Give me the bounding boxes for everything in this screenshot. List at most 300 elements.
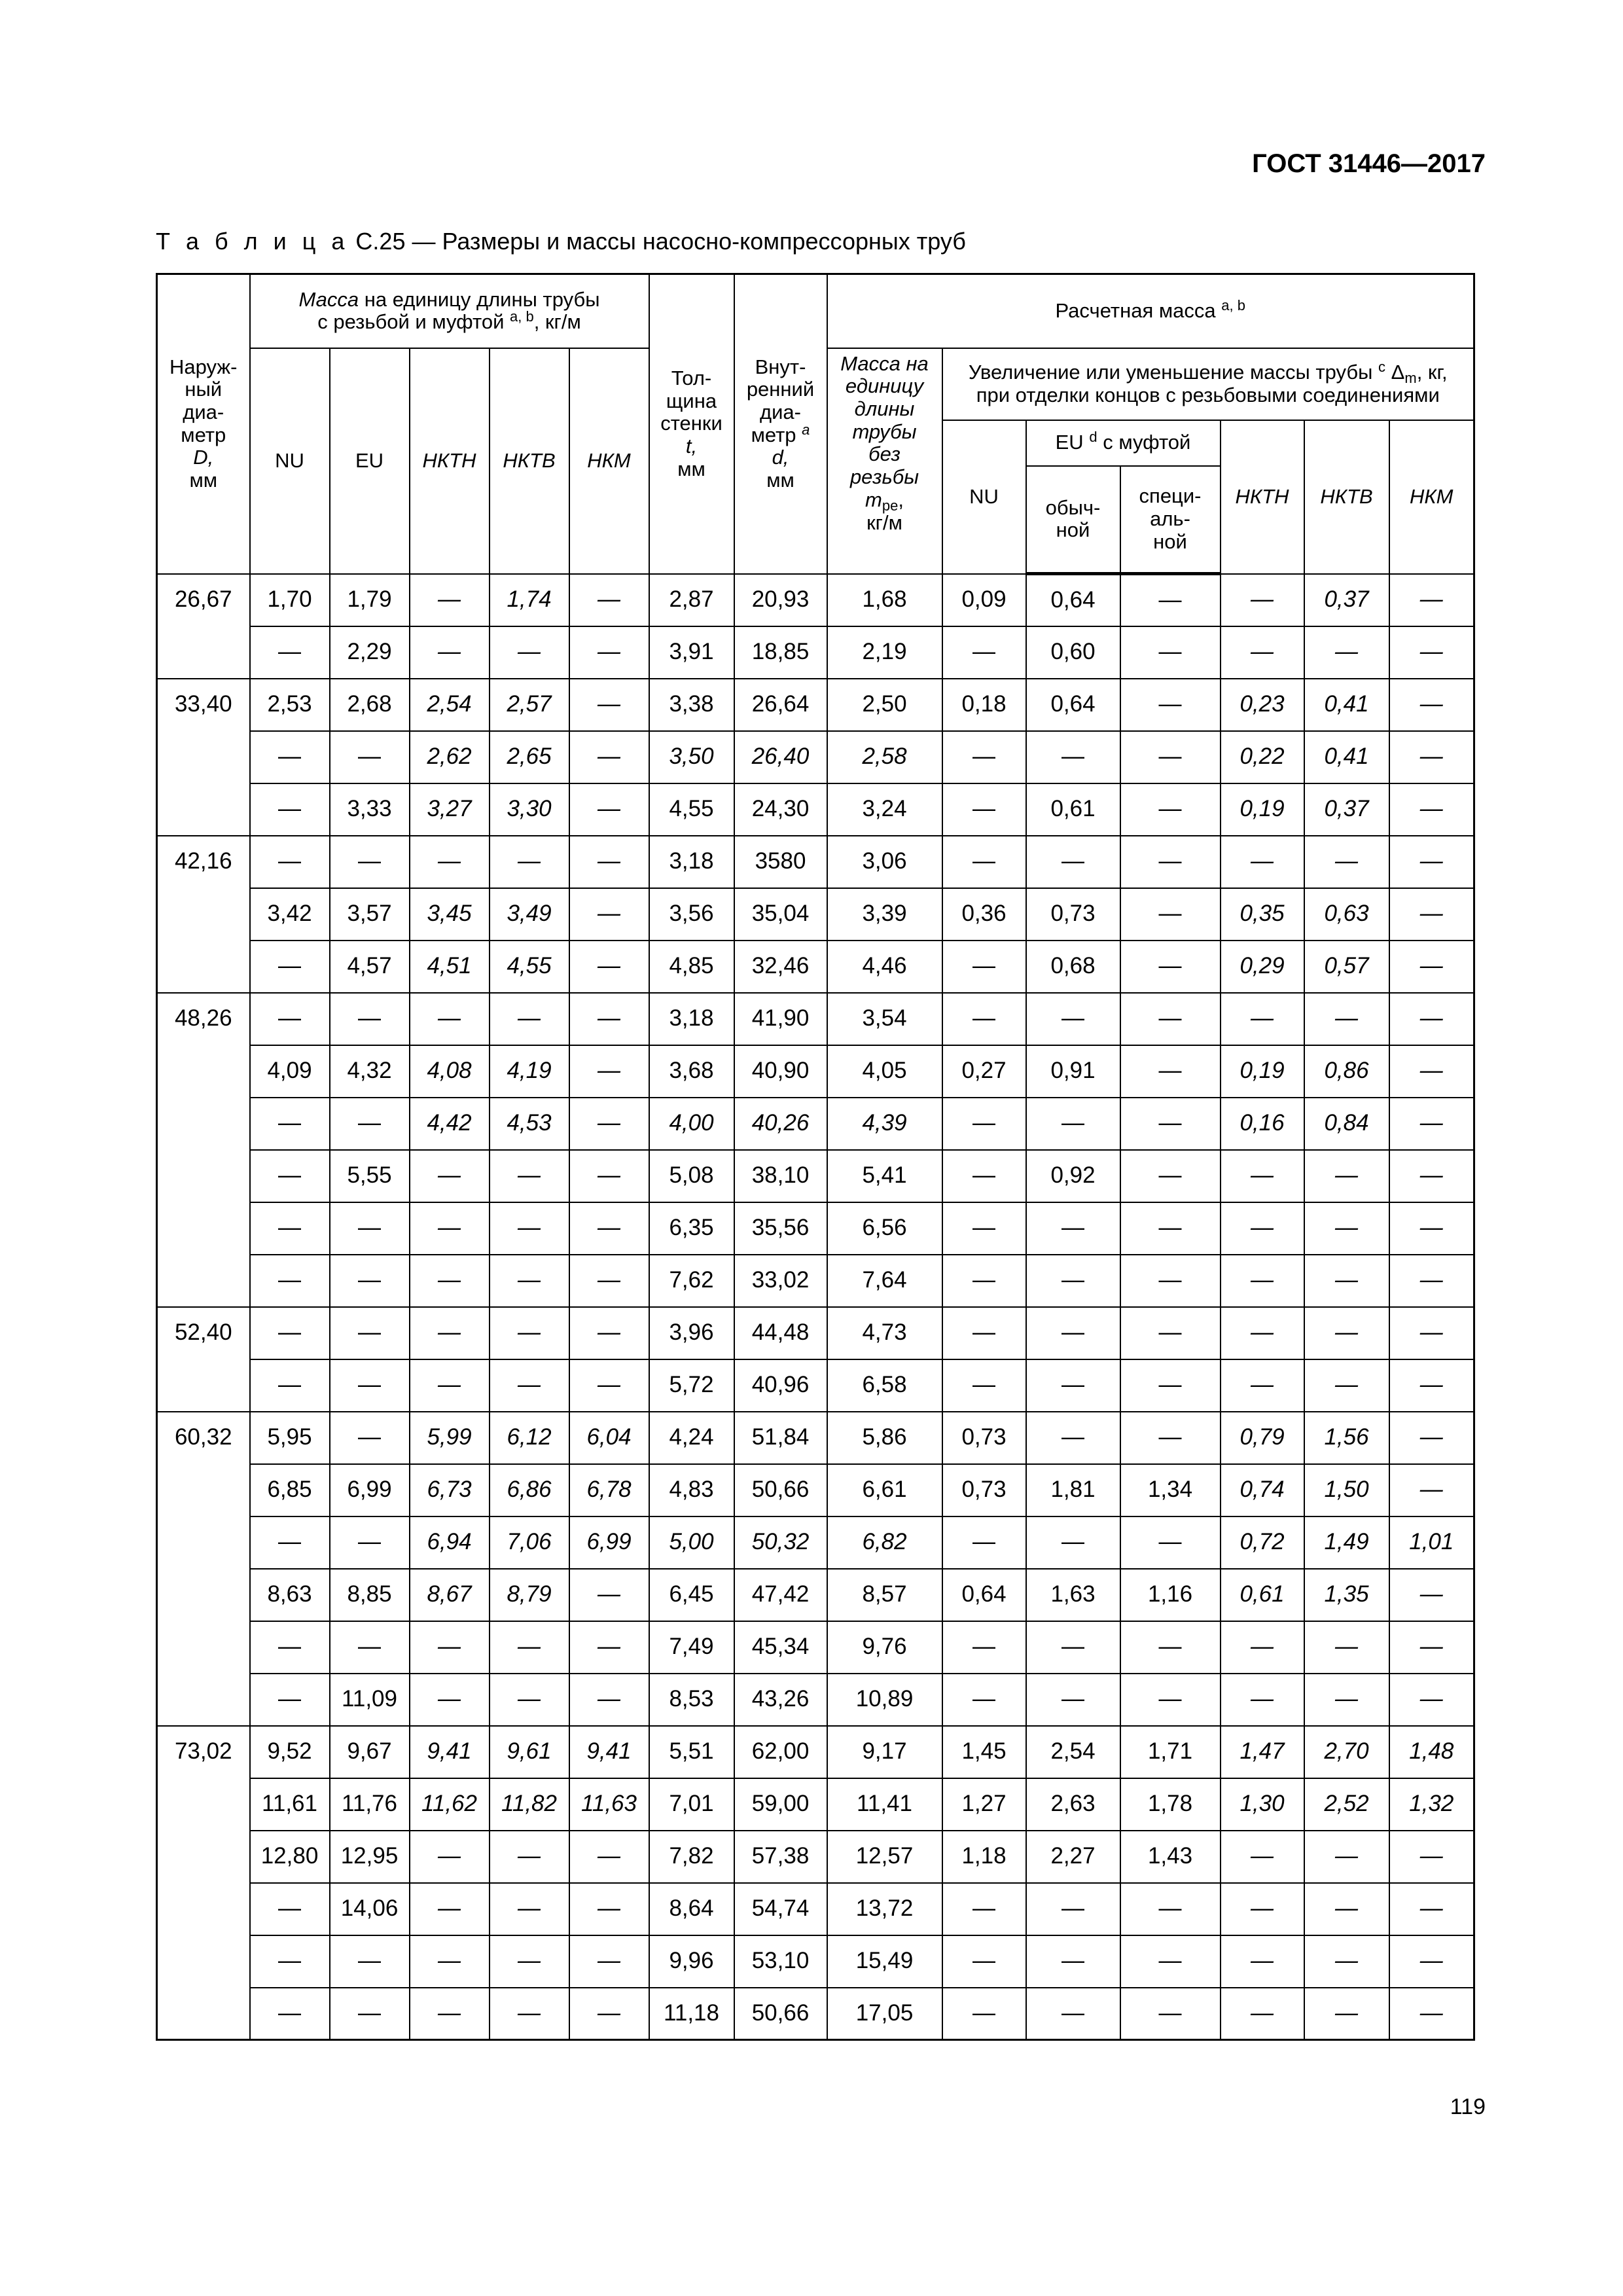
table-cell: — bbox=[1120, 993, 1221, 1045]
table-cell: 6,35 bbox=[649, 1202, 734, 1255]
table-cell: — bbox=[250, 1150, 330, 1202]
table-cell: 7,82 bbox=[649, 1831, 734, 1883]
table-cell: — bbox=[1389, 1202, 1474, 1255]
table-cell: 0,64 bbox=[942, 1569, 1026, 1621]
table-cell: 47,42 bbox=[734, 1569, 827, 1621]
table-cell: — bbox=[1026, 1674, 1120, 1726]
table-cell: — bbox=[942, 1516, 1026, 1569]
table-cell: 1,79 bbox=[330, 574, 410, 626]
table-cell: 0,41 bbox=[1304, 679, 1389, 731]
table-cell: — bbox=[1120, 1045, 1221, 1098]
table-cell: — bbox=[330, 836, 410, 888]
table-cell: — bbox=[1389, 1045, 1474, 1098]
table-cell: — bbox=[330, 1098, 410, 1150]
table-cell: — bbox=[1389, 1307, 1474, 1359]
table-cell: — bbox=[569, 1883, 649, 1935]
table-cell: 15,49 bbox=[827, 1935, 942, 1988]
header-eu-special bbox=[1120, 466, 1221, 574]
table-cell: 7,64 bbox=[827, 1255, 942, 1307]
table-cell: — bbox=[250, 1621, 330, 1674]
table-cell: — bbox=[1389, 1359, 1474, 1412]
table-cell: — bbox=[490, 1935, 569, 1988]
table-cell: 0,37 bbox=[1304, 574, 1389, 626]
table-cell: — bbox=[569, 941, 649, 993]
table-cell: — bbox=[569, 1569, 649, 1621]
table-cell: 11,18 bbox=[649, 1988, 734, 2040]
table-cell: 4,46 bbox=[827, 941, 942, 993]
table-cell: — bbox=[1389, 1935, 1474, 1988]
table-cell: — bbox=[410, 1150, 490, 1202]
table-cell: — bbox=[1304, 1883, 1389, 1935]
table-cell: — bbox=[1120, 1621, 1221, 1674]
table-cell: — bbox=[1304, 1202, 1389, 1255]
table-cell: 1,35 bbox=[1304, 1569, 1389, 1621]
table-cell: — bbox=[490, 626, 569, 679]
table-cell: — bbox=[410, 1935, 490, 1988]
table-cell: 1,18 bbox=[942, 1831, 1026, 1883]
table-cell: — bbox=[1120, 1988, 1221, 2040]
table-cell: 1,78 bbox=[1120, 1778, 1221, 1831]
table-cell: 11,76 bbox=[330, 1778, 410, 1831]
table-cell: 1,81 bbox=[1026, 1464, 1120, 1516]
table-cell: 50,66 bbox=[734, 1988, 827, 2040]
table-cell: 1,50 bbox=[1304, 1464, 1389, 1516]
table-cell: — bbox=[410, 1202, 490, 1255]
table-cell: 53,10 bbox=[734, 1935, 827, 1988]
table-cell: 9,67 bbox=[330, 1726, 410, 1778]
outer-diameter-cell: 48,26 bbox=[157, 993, 250, 1307]
table-cell: 1,63 bbox=[1026, 1569, 1120, 1621]
table-cell: — bbox=[330, 1935, 410, 1988]
table-cell: 3,54 bbox=[827, 993, 942, 1045]
wall-line1: Тол- bbox=[671, 366, 712, 389]
table-cell: — bbox=[1120, 1098, 1221, 1150]
table-row bbox=[157, 1831, 1474, 1883]
table-cell: — bbox=[569, 836, 649, 888]
table-cell: 8,67 bbox=[410, 1569, 490, 1621]
table-cell: — bbox=[330, 1255, 410, 1307]
table-cell: 1,27 bbox=[942, 1778, 1026, 1831]
table-cell: — bbox=[569, 1674, 649, 1726]
table-row bbox=[157, 1726, 1474, 1778]
header-calc-nkm: НКМ bbox=[1389, 420, 1474, 574]
table-cell: 0,61 bbox=[1221, 1569, 1304, 1621]
table-cell: — bbox=[942, 941, 1026, 993]
table-cell: 5,00 bbox=[649, 1516, 734, 1569]
table-cell: 4,57 bbox=[330, 941, 410, 993]
outer-diameter-line4: метр bbox=[181, 423, 226, 446]
table-cell: 11,82 bbox=[490, 1778, 569, 1831]
table-row bbox=[157, 1150, 1474, 1202]
header-nu: NU bbox=[250, 348, 330, 574]
table-cell: — bbox=[250, 1674, 330, 1726]
table-cell: — bbox=[330, 1202, 410, 1255]
table-cell: 5,41 bbox=[827, 1150, 942, 1202]
table-row bbox=[157, 783, 1474, 836]
table-cell: 62,00 bbox=[734, 1726, 827, 1778]
caption-title: Размеры и массы насосно-компрессорных труб bbox=[442, 228, 966, 255]
inner-unit: мм bbox=[766, 469, 794, 492]
table-cell: — bbox=[330, 1621, 410, 1674]
table-cell: 3,06 bbox=[827, 836, 942, 888]
table-cell: 1,16 bbox=[1120, 1569, 1221, 1621]
plain-mass-comma: , bbox=[898, 488, 904, 511]
header-nktn: НКТН bbox=[410, 348, 490, 574]
table-cell: — bbox=[942, 626, 1026, 679]
table-cell: 4,73 bbox=[827, 1307, 942, 1359]
change-line2: при отделки концов с резьбовыми соединениями bbox=[976, 383, 1440, 406]
table-cell: 7,62 bbox=[649, 1255, 734, 1307]
table-cell: — bbox=[250, 1988, 330, 2040]
table-cell: — bbox=[490, 1988, 569, 2040]
table-cell: — bbox=[1221, 574, 1304, 626]
table-row bbox=[157, 1569, 1474, 1621]
table-cell: — bbox=[1389, 1569, 1474, 1621]
outer-diameter-cell: 73,02 bbox=[157, 1726, 250, 2040]
table-cell: — bbox=[1389, 1150, 1474, 1202]
table-cell: 35,56 bbox=[734, 1202, 827, 1255]
table-cell: — bbox=[490, 1255, 569, 1307]
table-cell: — bbox=[1389, 993, 1474, 1045]
table-cell: 3,30 bbox=[490, 783, 569, 836]
table-cell: — bbox=[1389, 1674, 1474, 1726]
table-cell: — bbox=[330, 1307, 410, 1359]
table-cell: 9,41 bbox=[410, 1726, 490, 1778]
table-cell: 4,42 bbox=[410, 1098, 490, 1150]
special-line2: аль- bbox=[1150, 507, 1190, 530]
plain-mass-line6: резьбы bbox=[849, 465, 919, 489]
change-sup: c bbox=[1378, 358, 1386, 375]
table-cell: 5,08 bbox=[649, 1150, 734, 1202]
table-cell: — bbox=[1026, 1255, 1120, 1307]
table-cell: — bbox=[1026, 1307, 1120, 1359]
table-cell: 12,95 bbox=[330, 1831, 410, 1883]
table-cell: 3,27 bbox=[410, 783, 490, 836]
table-cell: — bbox=[942, 1255, 1026, 1307]
table-row bbox=[157, 941, 1474, 993]
table-cell: — bbox=[1120, 1150, 1221, 1202]
table-cell: — bbox=[490, 1621, 569, 1674]
inner-sup: a bbox=[802, 421, 810, 438]
table-cell: — bbox=[1221, 1359, 1304, 1412]
table-cell: — bbox=[410, 1621, 490, 1674]
table-cell: 1,34 bbox=[1120, 1464, 1221, 1516]
table-cell: 40,96 bbox=[734, 1359, 827, 1412]
table-cell: 4,55 bbox=[649, 783, 734, 836]
table-cell: — bbox=[330, 993, 410, 1045]
regular-line1: обыч- bbox=[1045, 495, 1101, 519]
table-cell: — bbox=[410, 836, 490, 888]
plain-mass-line1: Масса на bbox=[840, 351, 929, 375]
table-cell: — bbox=[1120, 1883, 1221, 1935]
table-cell: — bbox=[1120, 1935, 1221, 1988]
table-cell: — bbox=[1026, 1202, 1120, 1255]
table-cell: — bbox=[1120, 1516, 1221, 1569]
table-cell: 0,16 bbox=[1221, 1098, 1304, 1150]
table-cell: — bbox=[1389, 1412, 1474, 1464]
outer-diameter-cell: 33,40 bbox=[157, 679, 250, 836]
table-cell: 2,19 bbox=[827, 626, 942, 679]
header-eu-coupling bbox=[1026, 420, 1221, 466]
table-cell: 6,85 bbox=[250, 1464, 330, 1516]
table-cell: 0,09 bbox=[942, 574, 1026, 626]
table-cell: 0,35 bbox=[1221, 888, 1304, 941]
caption-dash: — bbox=[412, 228, 436, 255]
table-cell: — bbox=[1304, 1255, 1389, 1307]
table-cell: 3,33 bbox=[330, 783, 410, 836]
table-cell: 3,91 bbox=[649, 626, 734, 679]
table-cell: 26,64 bbox=[734, 679, 827, 731]
table-cell: — bbox=[1221, 993, 1304, 1045]
eu-coupling-rest: с муфтой bbox=[1103, 431, 1191, 454]
table-cell: 0,64 bbox=[1026, 679, 1120, 731]
table-row bbox=[157, 1883, 1474, 1935]
table-cell: 4,32 bbox=[330, 1045, 410, 1098]
table-cell: 45,34 bbox=[734, 1621, 827, 1674]
table-row bbox=[157, 1412, 1474, 1464]
inner-line2: ренний bbox=[746, 378, 815, 401]
table-cell: 5,51 bbox=[649, 1726, 734, 1778]
table-cell: — bbox=[1389, 1831, 1474, 1883]
plain-mass-unit: кг/м bbox=[866, 511, 902, 534]
wall-line2: щина bbox=[666, 389, 717, 412]
table-cell: 2,27 bbox=[1026, 1831, 1120, 1883]
table-row bbox=[157, 1255, 1474, 1307]
table-cell: — bbox=[1120, 1202, 1221, 1255]
table-cell: — bbox=[569, 1831, 649, 1883]
table-cell: — bbox=[569, 1150, 649, 1202]
table-cell: 17,05 bbox=[827, 1988, 942, 2040]
table-cell: 0,68 bbox=[1026, 941, 1120, 993]
table-cell: 2,50 bbox=[827, 679, 942, 731]
table-cell: 0,73 bbox=[942, 1464, 1026, 1516]
table-cell: 2,57 bbox=[490, 679, 569, 731]
table-cell: — bbox=[1120, 941, 1221, 993]
table-cell: 1,45 bbox=[942, 1726, 1026, 1778]
table-cell: 3,39 bbox=[827, 888, 942, 941]
table-row bbox=[157, 1778, 1474, 1831]
table-cell: — bbox=[410, 1831, 490, 1883]
table-cell: 0,72 bbox=[1221, 1516, 1304, 1569]
table-cell: — bbox=[1120, 1674, 1221, 1726]
table-cell: 0,91 bbox=[1026, 1045, 1120, 1098]
change-sub: m bbox=[1404, 369, 1417, 386]
table-cell: — bbox=[1389, 731, 1474, 783]
table-cell: — bbox=[942, 1988, 1026, 2040]
table-row bbox=[157, 993, 1474, 1045]
table-cell: — bbox=[1026, 1883, 1120, 1935]
table-cell: 5,95 bbox=[250, 1412, 330, 1464]
table-row bbox=[157, 1621, 1474, 1674]
table-cell: — bbox=[330, 1412, 410, 1464]
table-cell: 0,73 bbox=[1026, 888, 1120, 941]
table-cell: — bbox=[1221, 1831, 1304, 1883]
table-cell: 4,09 bbox=[250, 1045, 330, 1098]
table-cell: — bbox=[942, 1202, 1026, 1255]
table-cell: — bbox=[1389, 574, 1474, 626]
table-cell: — bbox=[569, 574, 649, 626]
table-cell: 41,90 bbox=[734, 993, 827, 1045]
table-row bbox=[157, 1935, 1474, 1988]
table-cell: 3,49 bbox=[490, 888, 569, 941]
table-cell: — bbox=[250, 1935, 330, 1988]
table-row bbox=[157, 1988, 1474, 2040]
table-cell: 1,01 bbox=[1389, 1516, 1474, 1569]
header-plain-mass bbox=[827, 348, 942, 574]
caption-number: С.25 bbox=[355, 228, 406, 255]
table-cell: 14,06 bbox=[330, 1883, 410, 1935]
table-caption bbox=[156, 228, 966, 255]
table-cell: — bbox=[490, 1202, 569, 1255]
table-cell: 3,42 bbox=[250, 888, 330, 941]
table-cell: 6,58 bbox=[827, 1359, 942, 1412]
table-cell: — bbox=[1221, 1621, 1304, 1674]
table-cell: 3,68 bbox=[649, 1045, 734, 1098]
table-cell: 3,57 bbox=[330, 888, 410, 941]
eu-coupling-eu: EU bbox=[1055, 431, 1084, 454]
header-outer-diameter bbox=[157, 274, 250, 574]
table-cell: — bbox=[250, 836, 330, 888]
table-cell: — bbox=[942, 836, 1026, 888]
table-cell: 2,52 bbox=[1304, 1778, 1389, 1831]
table-cell: 0,36 bbox=[942, 888, 1026, 941]
caption-label: Т а б л и ц а bbox=[156, 228, 349, 255]
outer-diameter-line1: Наруж- bbox=[169, 355, 238, 378]
table-cell: 4,55 bbox=[490, 941, 569, 993]
table-cell: 0,74 bbox=[1221, 1464, 1304, 1516]
mass-group-part2: на единицу длины трубы bbox=[364, 287, 600, 311]
header-mass-change-group bbox=[942, 348, 1474, 420]
table-cell: 4,00 bbox=[649, 1098, 734, 1150]
table-cell: 6,94 bbox=[410, 1516, 490, 1569]
table-cell: 6,45 bbox=[649, 1569, 734, 1621]
table-cell: 9,96 bbox=[649, 1935, 734, 1988]
table-cell: 0,86 bbox=[1304, 1045, 1389, 1098]
page-number: 119 bbox=[1450, 2094, 1486, 2119]
table-cell: 2,29 bbox=[330, 626, 410, 679]
table-cell: 8,79 bbox=[490, 1569, 569, 1621]
table-cell: — bbox=[410, 626, 490, 679]
header-mass-group bbox=[250, 274, 649, 348]
table-cell: 7,06 bbox=[490, 1516, 569, 1569]
table-cell: — bbox=[1304, 626, 1389, 679]
table-row bbox=[157, 731, 1474, 783]
table-cell: — bbox=[569, 1359, 649, 1412]
table-cell: 0,37 bbox=[1304, 783, 1389, 836]
table-cell: 50,66 bbox=[734, 1464, 827, 1516]
table-cell: — bbox=[1304, 1831, 1389, 1883]
table-cell: — bbox=[490, 1674, 569, 1726]
outer-diameter-cell: 26,67 bbox=[157, 574, 250, 679]
mass-group-line2: с резьбой и муфтой bbox=[317, 310, 505, 334]
table-cell: — bbox=[1221, 1674, 1304, 1726]
table-cell: 2,63 bbox=[1026, 1778, 1120, 1831]
table-cell: — bbox=[490, 1307, 569, 1359]
header-calc-nu: NU bbox=[942, 420, 1026, 574]
table-cell: 3,56 bbox=[649, 888, 734, 941]
table-cell: — bbox=[1221, 1202, 1304, 1255]
table-cell: 9,76 bbox=[827, 1621, 942, 1674]
table-cell: — bbox=[1120, 888, 1221, 941]
change-unit: , кг, bbox=[1416, 360, 1448, 384]
table-cell: — bbox=[410, 1674, 490, 1726]
table-cell: — bbox=[1304, 1150, 1389, 1202]
table-cell: 1,74 bbox=[490, 574, 569, 626]
plain-mass-line5: без bbox=[868, 442, 901, 466]
table-cell: — bbox=[250, 626, 330, 679]
header-wall-thickness bbox=[649, 274, 734, 574]
table-cell: 6,04 bbox=[569, 1412, 649, 1464]
table-cell: 2,58 bbox=[827, 731, 942, 783]
table-cell: — bbox=[1026, 1098, 1120, 1150]
outer-diameter-unit: мм bbox=[189, 469, 218, 492]
table-cell: 43,26 bbox=[734, 1674, 827, 1726]
table-cell: 0,63 bbox=[1304, 888, 1389, 941]
table-cell: 0,57 bbox=[1304, 941, 1389, 993]
table-cell: — bbox=[410, 993, 490, 1045]
table-cell: — bbox=[1304, 1359, 1389, 1412]
table-cell: — bbox=[1026, 1621, 1120, 1674]
table-cell: — bbox=[250, 1202, 330, 1255]
table-cell: — bbox=[410, 1359, 490, 1412]
table-cell: 4,39 bbox=[827, 1098, 942, 1150]
table-cell: — bbox=[1026, 1516, 1120, 1569]
table-cell: 0,73 bbox=[942, 1412, 1026, 1464]
plain-mass-line2: единицу bbox=[845, 374, 924, 398]
table-cell: — bbox=[330, 1988, 410, 2040]
table-cell: — bbox=[1120, 731, 1221, 783]
table-cell: 40,26 bbox=[734, 1098, 827, 1150]
table-cell: 6,82 bbox=[827, 1516, 942, 1569]
table-cell: — bbox=[1221, 836, 1304, 888]
table-cell: — bbox=[1120, 679, 1221, 731]
table-row bbox=[157, 1516, 1474, 1569]
table-cell: 0,22 bbox=[1221, 731, 1304, 783]
table-cell: — bbox=[1120, 1255, 1221, 1307]
outer-diameter-line2: ный bbox=[185, 378, 223, 401]
table-cell: 2,68 bbox=[330, 679, 410, 731]
table-cell: — bbox=[1221, 626, 1304, 679]
table-cell: — bbox=[250, 1883, 330, 1935]
table-cell: — bbox=[1026, 1988, 1120, 2040]
table-cell: 3,38 bbox=[649, 679, 734, 731]
special-line3: ной bbox=[1153, 529, 1187, 553]
header-eu: EU bbox=[330, 348, 410, 574]
wall-symbol: t, bbox=[685, 435, 698, 458]
table-cell: — bbox=[490, 1359, 569, 1412]
table-cell: — bbox=[1120, 783, 1221, 836]
table-cell: 1,47 bbox=[1221, 1726, 1304, 1778]
table-cell: 3,18 bbox=[649, 993, 734, 1045]
table-cell: 0,64 bbox=[1026, 574, 1120, 626]
table-cell: 7,49 bbox=[649, 1621, 734, 1674]
table-cell: — bbox=[1120, 574, 1221, 626]
table-cell: 1,49 bbox=[1304, 1516, 1389, 1569]
table-cell: — bbox=[1221, 1255, 1304, 1307]
header-nktv: НКТВ bbox=[490, 348, 569, 574]
table-cell: 57,38 bbox=[734, 1831, 827, 1883]
table-cell: — bbox=[1221, 1150, 1304, 1202]
table-row bbox=[157, 1045, 1474, 1098]
table-cell: 11,09 bbox=[330, 1674, 410, 1726]
table-cell: 32,46 bbox=[734, 941, 827, 993]
table-cell: — bbox=[1304, 1935, 1389, 1988]
table-cell: — bbox=[250, 1255, 330, 1307]
table-cell: — bbox=[1389, 888, 1474, 941]
table-cell: 11,41 bbox=[827, 1778, 942, 1831]
table-cell: 4,51 bbox=[410, 941, 490, 993]
table-row bbox=[157, 679, 1474, 731]
